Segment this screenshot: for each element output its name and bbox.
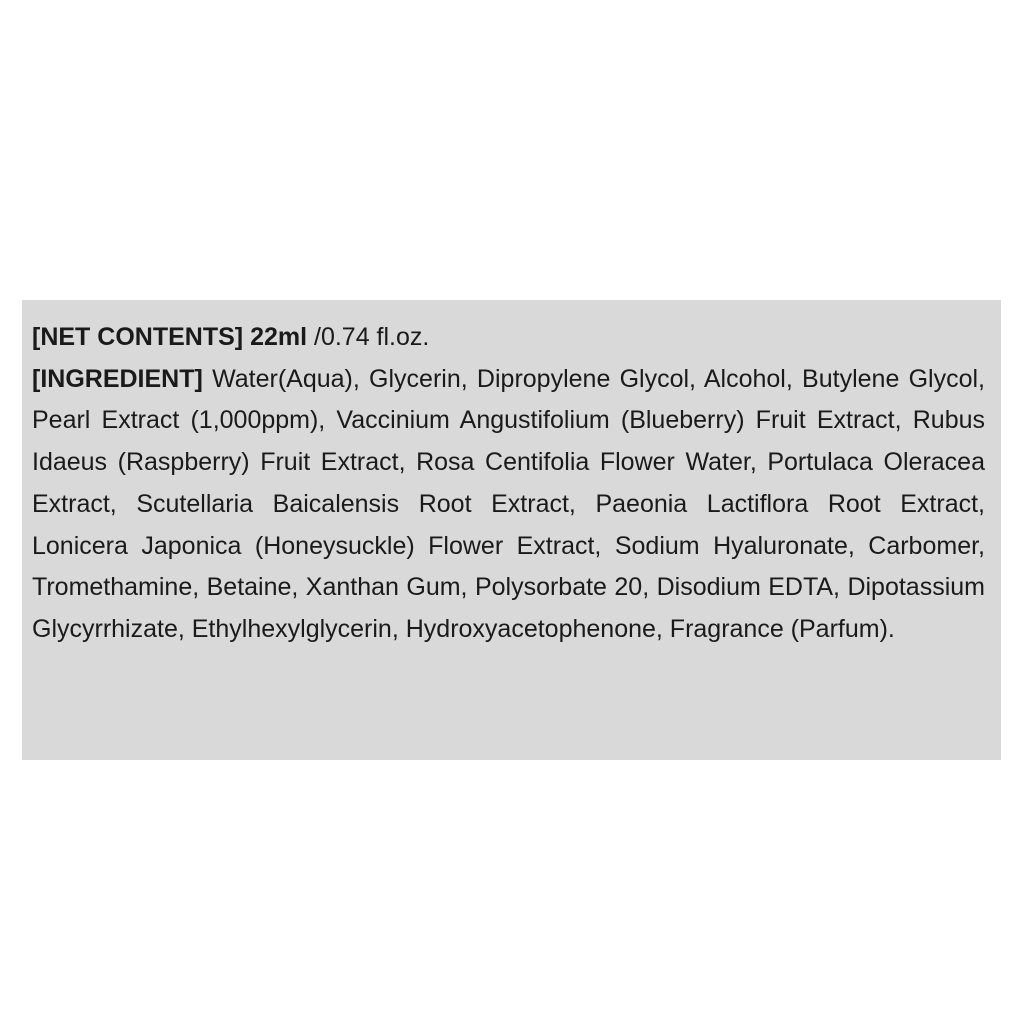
ingredient-heading: [INGREDIENT] xyxy=(32,364,203,393)
net-contents-heading: [NET CONTENTS] xyxy=(32,323,244,351)
ingredient-label-panel xyxy=(22,300,1001,760)
ingredient-list: Water(Aqua), Glycerin, Dipropylene Glycol, Alcohol, Butylene Glycol, Pearl Extract (1,000ppm), Vaccinium Angustifolium (Blueberry) Fruit Extract, Rubus Idaeus (Raspberry) Fruit Extract, Rosa Centifolia Flower Water, Portulaca Oleracea Extract, Scutellaria Baicalensis Root Extract, Paeonia Lactiflora Root Extract, Lonicera Japonica (Honeysuckle) Flower Extract, Sodium Hyaluronate, Carbomer, Tromethamine, Betaine, Xanthan Gum, Polysorbate 20, Disodium EDTA, Dipotassium Glycyrrhizate, Ethylhexylglycerin, Hydroxyacetophenone, Fragrance (Parfum). xyxy=(32,364,985,643)
net-contents-imperial: /0.74 fl.oz. xyxy=(314,323,430,351)
net-contents-line xyxy=(32,317,985,359)
ingredient-paragraph xyxy=(32,359,985,651)
net-contents-value: 22ml xyxy=(250,323,308,351)
